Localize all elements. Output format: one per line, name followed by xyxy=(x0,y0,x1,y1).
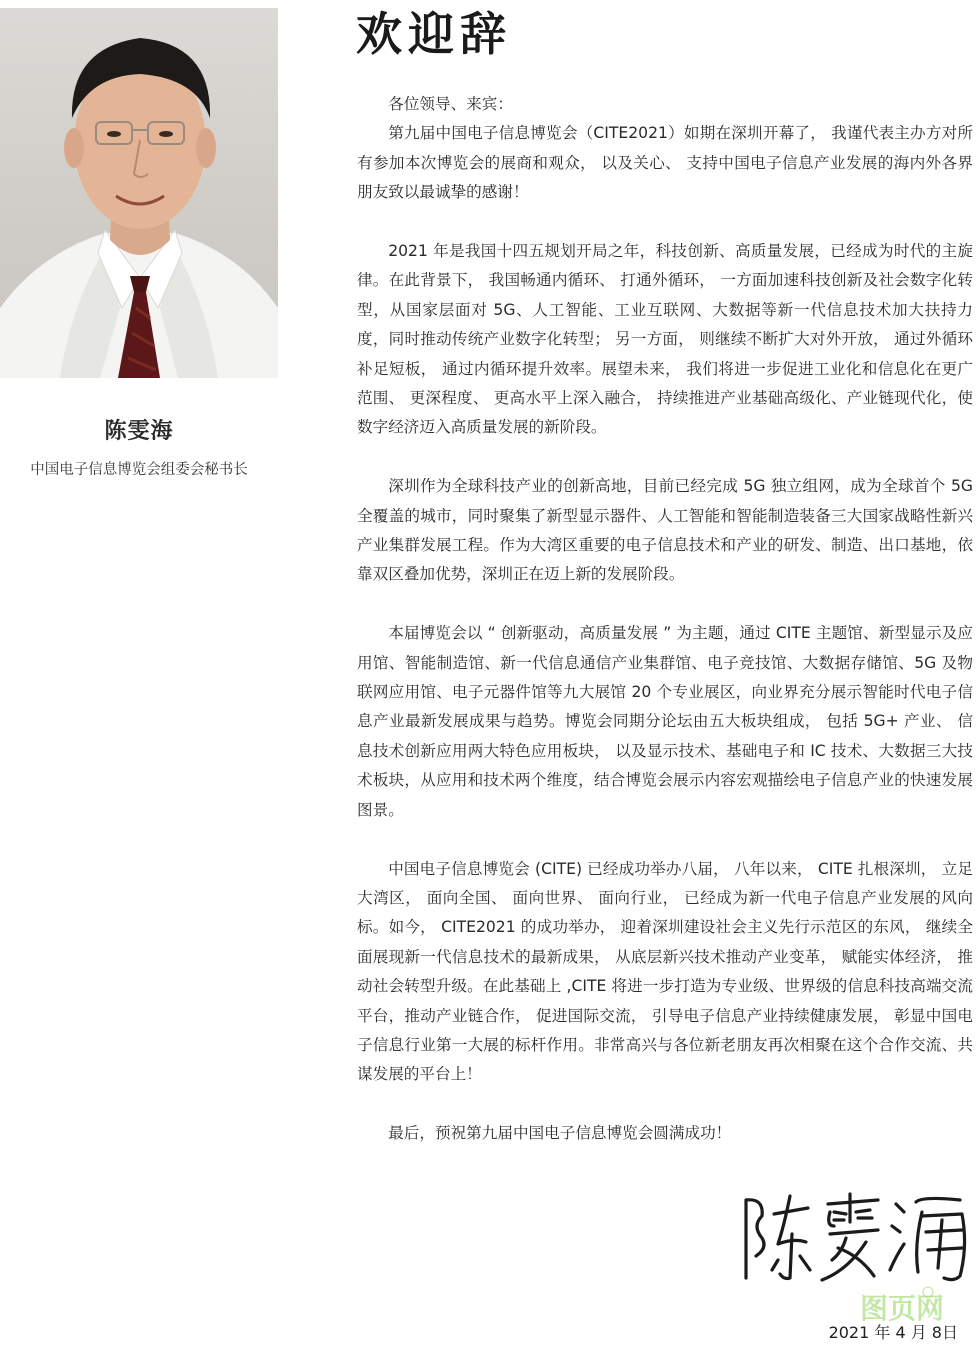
paragraph-opening: 第九届中国电子信息博览会（CITE2021）如期在深圳开幕了， 我谨代表主办方对所有参加本次博览会的展商和观众， 以及关心、 支持中国电子信息产业发展的海内外各界朋友致以最诚挚的感谢！ xyxy=(357,124,973,202)
speaker-portrait xyxy=(0,8,278,378)
page-title: 欢迎辞 xyxy=(356,7,512,61)
paragraph-theme: 本届博览会以 “ 创新驱动，高质量发展 ” 为主题，通过 CITE 主题馆、新型显示及应用馆、智能制造馆、新一代信息通信产业集群馆、电子竞技馆、大数据存储馆、5G 及物联网应用馆、电子元器件馆等九大展馆 20 个专业展区，向业界充分展示智能时代电子信息产业最新发展成果与趋势。博览会同期分论坛由五大板块组成， 包括 5G+ 产业、 信息技术创新应用两大特色应用板块， 以及显示技术、基础电子和 IC 技术、大数据三大技术板块，从应用和技术两个维度，结合博览会展示内容宏观描绘电子信息产业的快速发展图景。 xyxy=(357,624,973,819)
letter-body xyxy=(357,90,973,1149)
watermark-logo-text: 图页网 xyxy=(860,1292,945,1325)
salutation: 各位领导、来宾： xyxy=(388,95,513,113)
paragraph-history: 中国电子信息博览会 (CITE) 已经成功举办八届， 八年以来， CITE 扎根深圳， 立足大湾区， 面向全国、 面向世界、 面向行业， 已经成为新一代电子信息产业发展的风向标。如今， CITE2021 的成功举办， 迎着深圳建设社会主义先行示范区的东风， 继续全面展现新一代信息技术的最新成果， 从底层新兴技术推动产业变革， 赋能实体经济， 推动社会转型升级。在此基础上 ,CITE 将进一步打造为专业级、世界级的信息科技高端交流平台，推动产业链合作， 促进国际交流， 引导电子信息产业持续健康发展， 彰显中国电子信息行业第一大展的标杆作用。非常高兴与各位新老朋友再次相聚在这个合作交流、共谋发展的平台上！ xyxy=(357,859,973,1084)
letter-date: 2021 年 4 月 8日 xyxy=(828,1323,958,1342)
handwritten-signature xyxy=(738,1186,974,1286)
speaker-role: 中国电子信息博览会组委会秘书长 xyxy=(30,462,248,478)
speaker-name: 陈雯海 xyxy=(104,419,174,444)
paragraph-closing: 最后，预祝第九届中国电子信息博览会圆满成功！ xyxy=(388,1124,732,1143)
paragraph-shenzhen: 深圳作为全球科技产业的创新高地，目前已经完成 5G 独立组网，成为全球首个 5G 全覆盖的城市，同时聚集了新型显示器件、人工智能和智能制造装备三大国家战略性新兴产业集群发展工程。作为大湾区重要的电子信息技术和产业的研发、制造、出口基地，依靠双区叠加优势，深圳正在迈上新的发展阶段。 xyxy=(357,477,973,584)
paragraph-background: 2021 年是我国十四五规划开局之年，科技创新、高质量发展，已经成为时代的主旋律。在此背景下， 我国畅通内循环、 打通外循环， 一方面加速科技创新及社会数字化转型，从国家层面对 5G、人工智能、工业互联网、大数据等新一代信息技术加大扶持力度，同时推动传统产业数字化转型； 另一方面， 则继续不断扩大对外开放， 通过外循环补足短板， 通过内循环提升效率。展望未来， 我们将进一步促进工业化和信息化在更广范围、 更深程度、 更高水平上深入融合， 持续推进产业基础高级化、产业链现代化，使数字经济迈入高质量发展的新阶段。 xyxy=(357,242,973,437)
